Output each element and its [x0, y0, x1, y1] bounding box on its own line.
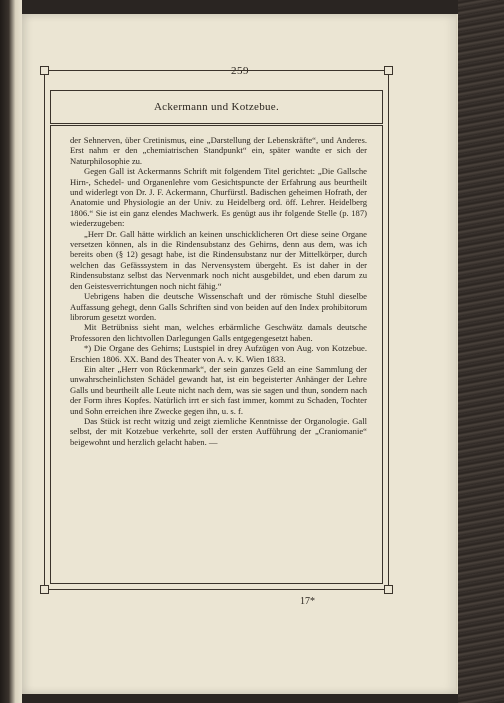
page-body	[70, 135, 367, 447]
quotation-paragraph: „Herr Dr. Gall hätte wirklich an keinen unschicklicheren Ort diese seine Organe versetzen können, als in die Rindensubstanz des Gehirns, denn aus dem, was ich bereits oben (§ 12) gesagt habe, ist die Rindensubstanz nur der Mittelkörper, durch welchen das Gefässsystem in das Nervensystem übergeht. Es ist daher in der Rindensubstanz selbst das Nervenmark noch nicht ausgebildet, und eben darum zu den Geistesverrichtungen noch nicht fähig.“	[70, 228, 367, 291]
paragraph: der Sehnerven, über Cretinismus, eine „Darstellung der Lebenskräfte“, und Anderes. Erst nahm er den „chemiatrischen Standpunkt“ ein, später wandte er sich der Naturphilosophie zu.	[70, 135, 367, 166]
frame-corner-bottom-left	[40, 585, 49, 594]
frame-corner-top-right	[384, 66, 393, 75]
page-number: 259	[231, 65, 249, 77]
book-binding-left	[0, 0, 22, 703]
printer-signature: 17*	[300, 596, 315, 607]
paragraph: Mit Betrübniss sieht man, welches erbärmliche Geschwätz damals deutsche Professoren den lichtvollen Darlegungen Galls entgegengesetzt haben.	[70, 322, 367, 343]
paragraph: Uebrigens haben die deutsche Wissenschaft und der römische Stuhl dieselbe Auffassung gehegt, denn Galls Schriften sind von beiden auf den Index prohibitorum librorum gesetzt worden.	[70, 291, 367, 322]
book-cover-right	[458, 0, 504, 703]
running-head: Ackermann und Kotzebue.	[153, 101, 280, 113]
footnote-paragraph: *) Die Organe des Gehirns; Lustspiel in drey Aufzügen von Aug. von Kotzebue. Erschien 1806. XX. Band des Theater von A. v. K. Wien 1833.	[70, 343, 367, 364]
paragraph: Das Stück ist recht witzig und zeigt ziemliche Kenntnisse der Organologie. Gall selbst, der mit Kotzebue verkehrte, soll der ersten Aufführung der „Craniomanie“ beigewohnt und herzlich gelacht haben. —	[70, 415, 367, 447]
frame-corner-top-left	[40, 66, 49, 75]
paragraph: Ein alter „Herr von Rückenmark“, der sein ganzes Geld an eine Sammlung der unwahrscheinlichsten Schädel gewandt hat, ist ein begeisterter Anhänger der Lehre Galls und beurtheilt alle Leute nicht nach dem, was sie sagen und thun, sondern nach der Form ihres Kopfes. Natürlich irrt er sich fast immer, kommt zu Schaden, Tochter und Sohn erreichen ihre Zwecke gegen ihn, u. s. f.	[70, 363, 367, 416]
paragraph: Gegen Gall ist Ackermanns Schrift mit folgendem Titel gerichtet: „Die Gallsche Hirn-, Schedel- und Organenlehre vom Gesichtspuncte der Erfahrung aus beurtheilt und widerlegt von Dr. J. F. Ackermann, Churfürstl. Badischen geheimen Hofrath, der Anatomie und Physiologie an der Univ. zu Heidelberg ord. öff. Lehrer. Heidelberg 1806.“ Sie ist ein ganz elendes Machwerk. Es genügt aus ihr folgende Stelle (p. 187) wiederzugeben:	[70, 166, 367, 229]
frame-corner-bottom-right	[384, 585, 393, 594]
running-head-box	[50, 90, 383, 124]
